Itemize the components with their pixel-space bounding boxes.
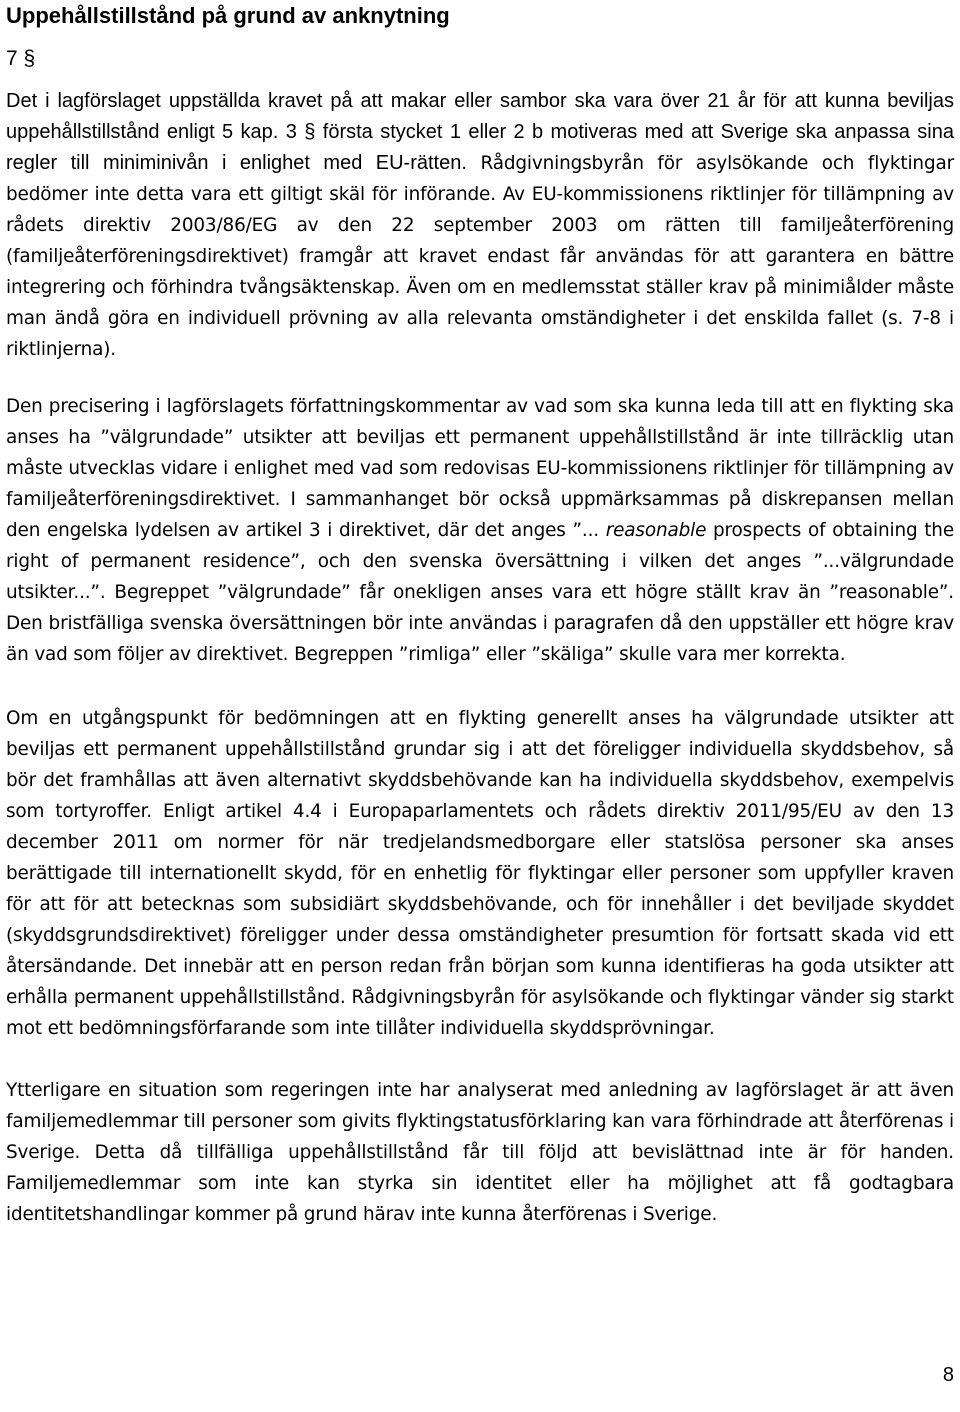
- paragraph-well-founded-prospects: [6, 391, 954, 670]
- paragraph-well-founded-text-after: prospects of obtaining the right of permanent residence”, och den svenska översättning i vilken det anges ”...välgrundade utsikter...”. Begreppet ”välgrundade” får onekligen anses vara ett högre ställt krav än ”reasonable”. Den bristfälliga svenska översättningen bör inte användas i paragrafen då den uppställer ett högre krav än vad som följer av direktivet. Begreppen ”rimliga” eller ”skäliga” skulle vara mer korrekta.: [6, 520, 954, 665]
- italic-term-reasonable: reasonable: [605, 520, 707, 541]
- page-number: 8: [942, 1364, 954, 1386]
- page-title: Uppehållstillstånd på grund av anknytning: [6, 3, 450, 28]
- paragraph-age-requirement: [6, 86, 954, 365]
- paragraph-individual-protection: Om en utgångspunkt för bedömningen att en flykting generellt anses ha välgrundade utsikter att beviljas ett permanent uppehållstillstånd grundar sig i att det föreligger individuella skyddsbehov, så bör det framhållas att även alternativt skyddsbehövande kan ha individuella skyddsbehov, exempelvis som tortyroffer. Enligt artikel 4.4 i Europaparlamentets och rådets direktiv 2011/95/EU av den 13 december 2011 om normer för när tredjelandsmedborgare eller statslösa personer ska anses berättigade till internationellt skydd, för en enhetlig för flyktingar eller personer som uppfyller kraven för att för att betecknas som subsidiärt skyddsbehövande, och för innehåller i det beviljade skyddet (skyddsgrundsdirektivet) föreligger under dessa omständigheter presumtion för fortsatt skada vid ett återsändande. Det innebär att en person redan från början som kunna identifieras ha goda utsikter att erhålla permanent uppehållstillstånd. Rådgivningsbyrån för asylsökande och flyktingar vänder sig starkt mot ett bedömningsförfarande som inte tillåter individuella skyddsprövningar.: [6, 708, 954, 1039]
- document-page: [6, 0, 954, 1230]
- section-number: 7 §: [6, 47, 36, 70]
- paragraph-family-reunification: Ytterligare en situation som regeringen inte har analyserat med anledning av lagförslaget är att även familjemedlemmar till personer som givits flyktingstatusförklaring kan vara förhindrade att återförenas i Sverige. Detta då tillfälliga uppehållstillstånd får till följd att bevislättnad inte är för handen. Familjemedlemmar som inte kan styrka sin identitet eller ha möjlighet att få godtagbara identitetshandlingar kommer på grund härav inte kunna återförenas i Sverige.: [6, 1080, 954, 1225]
- paragraph-age-requirement-part2: Rådgivningsbyrån för asylsökande och flyktingar bedömer inte detta vara ett giltigt skäl för införande. Av EU-kommissionens riktlinjer för tillämpning av rådets direktiv 2003/86/EG av den 22 september 2003 om rätten till familjeåterförening (familjeåterföreningsdirektivet) framgår att kravet endast får användas för att garantera en bättre integrering och förhindra tvångsäktenskap. Även om en medlemsstat ställer krav på minimiålder måste man ändå göra en individuell prövning av alla relevanta omständigheter i det enskilda fallet (s. 7-8 i riktlinjerna).: [6, 153, 954, 360]
- paragraph-age-requirement-part1: Det i lagförslaget uppställda kravet på att makar eller sambor ska vara över 21 år för att kunna beviljas uppehållstillstånd enligt 5 kap. 3 § första stycket 1 eller 2 b motiveras med att Sverige ska anpassa sina regler till miniminivån i enlighet med EU-rätten.: [6, 90, 954, 174]
- paragraph-well-founded-text-before: Den precisering i lagförslagets författningskommentar av vad som ska kunna leda till att en flykting ska anses ha ”välgrundade” utsikter att beviljas ett permanent uppehållstillstånd är inte tillräcklig utan måste utvecklas vidare i enlighet med vad som redovisas EU-kommissionens riktlinjer för tillämpning av familjeåterföreningsdirektivet. I sammanhanget bör också uppmärksammas på diskrepansen mellan den engelska lydelsen av artikel 3 i direktivet, där det anges ”...: [6, 396, 954, 541]
